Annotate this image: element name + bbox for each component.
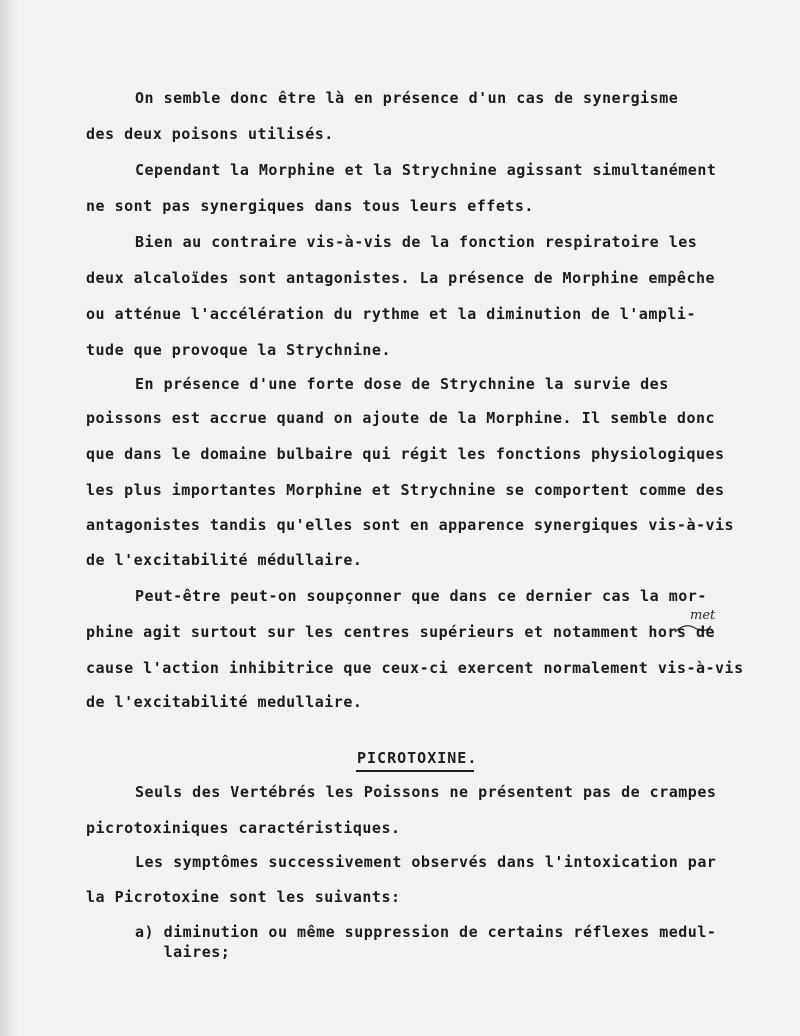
text-line: On semble donc être là en présence d'un cas de synergisme <box>135 89 679 107</box>
text-line: ne sont pas synergiques dans tous leurs effets. <box>86 197 534 215</box>
text-line: En présence d'une forte dose de Strychnine la survie des <box>135 375 669 393</box>
text-line: les plus importantes Morphine et Strychnine se comportent comme des <box>86 481 725 499</box>
scan-edge <box>0 0 18 1036</box>
text-line: la Picrotoxine sont les suivants: <box>86 888 401 906</box>
text-line: Peut-être peut-on soupçonner que dans ce dernier cas la mor- <box>135 587 707 605</box>
list-item: a) diminution ou même suppression de certains réflexes medul- <box>135 923 717 941</box>
text-line: que dans le domaine bulbaire qui régit les fonctions physiologiques <box>86 445 725 463</box>
text-line: de l'excitabilité médullaire. <box>86 551 363 569</box>
list-item: laires; <box>135 943 231 961</box>
text-line: cause l'action inhibitrice que ceux-ci exercent normalement vis-à-vis <box>86 659 744 677</box>
text-line: deux alcaloïdes sont antagonistes. La présence de Morphine empêche <box>86 269 716 287</box>
text-line: des deux poisons utilisés. <box>86 125 334 143</box>
text-line: Bien au contraire vis-à-vis de la fonction respiratoire les <box>135 233 698 251</box>
text-line: phine agit surtout sur les centres supérieurs et notamment hors de <box>86 623 716 641</box>
text-line: tude que provoque la Strychnine. <box>86 341 391 359</box>
section-heading: PICROTOXINE. <box>357 749 478 767</box>
text-line: antagonistes tandis qu'elles sont en apparence synergiques vis-à-vis <box>86 516 735 534</box>
text-line: poissons est accrue quand on ajoute de la Morphine. Il semble donc <box>86 409 716 427</box>
text-line: Les symptômes successivement observés dans l'intoxication par <box>135 853 717 871</box>
text-line: picrotoxiniques caractéristiques. <box>86 819 401 837</box>
text-line: Seuls des Vertébrés les Poissons ne présentent pas de crampes <box>135 783 717 801</box>
text-line: ou atténue l'accélération du rythme et la diminution de l'ampli- <box>86 305 696 323</box>
text-line: Cependant la Morphine et la Strychnine agissant simultanément <box>135 161 717 179</box>
heading-underline <box>356 770 474 772</box>
handwritten-annotation: met <box>690 608 716 623</box>
text-line: de l'excitabilité medullaire. <box>86 693 363 711</box>
